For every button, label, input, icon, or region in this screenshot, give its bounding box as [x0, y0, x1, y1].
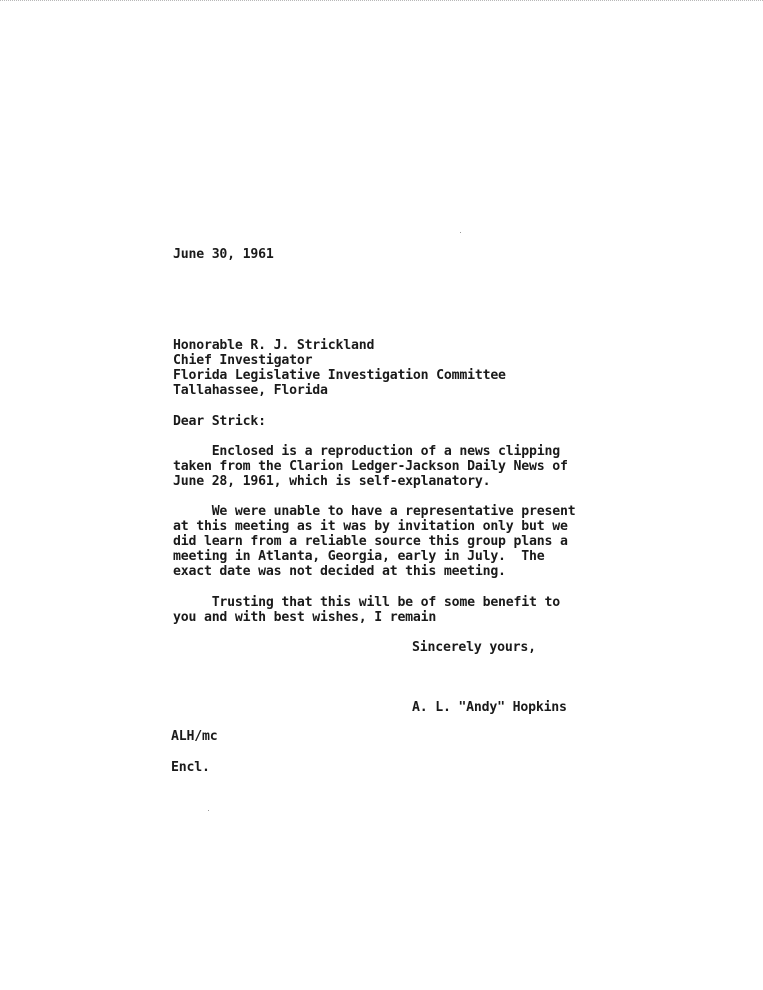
- page-top-edge: [0, 0, 763, 1]
- signature: A. L. "Andy" Hopkins: [412, 700, 567, 715]
- scan-speck: [460, 232, 461, 233]
- salutation: Dear Strick:: [173, 414, 266, 429]
- paragraph-line: did learn from a reliable source this group plans a: [173, 534, 568, 549]
- paragraph-line: taken from the Clarion Ledger-Jackson Daily News of: [173, 459, 568, 474]
- paragraph-line: exact date was not decided at this meeting.: [173, 564, 506, 579]
- paragraph-line: June 28, 1961, which is self-explanatory.: [173, 474, 491, 489]
- recipient-name: Honorable R. J. Strickland: [173, 338, 375, 353]
- paragraph-line: Trusting that this will be of some benefit to: [173, 595, 560, 610]
- closing: Sincerely yours,: [412, 640, 536, 655]
- paragraph-line: you and with best wishes, I remain: [173, 610, 437, 625]
- scan-speck: [208, 810, 209, 811]
- recipient-city: Tallahassee, Florida: [173, 383, 328, 398]
- paragraph-line: We were unable to have a representative present: [173, 504, 576, 519]
- typist-initials: ALH/mc: [171, 729, 218, 744]
- paragraph-line: meeting in Atlanta, Georgia, early in July. The: [173, 549, 545, 564]
- recipient-title: Chief Investigator: [173, 353, 313, 368]
- paragraph-line: Enclosed is a reproduction of a news clipping: [173, 444, 560, 459]
- letter-date: June 30, 1961: [173, 247, 274, 262]
- enclosure-note: Encl.: [171, 760, 210, 775]
- recipient-organization: Florida Legislative Investigation Committee: [173, 368, 506, 383]
- paragraph-line: at this meeting as it was by invitation only but we: [173, 519, 568, 534]
